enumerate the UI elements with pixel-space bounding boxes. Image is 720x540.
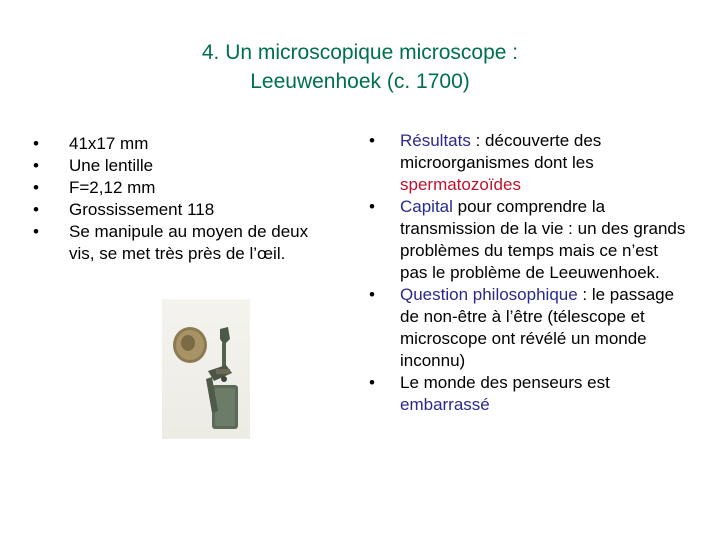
results-text <box>400 130 687 196</box>
list-item <box>26 199 336 221</box>
results-body: : découverte des microorganismes dont les <box>400 131 602 172</box>
bullet-icon: • <box>369 373 375 392</box>
thinkers-body: Le monde des penseurs est <box>400 373 610 392</box>
bullet-icon: • <box>369 197 375 216</box>
bullet-icon: • <box>33 134 39 153</box>
question-text <box>400 284 687 372</box>
spec-usage: Se manipule au moyen de deux vis, se met très près de l’œil. <box>69 222 309 263</box>
spec-magnification: Grossissement 118 <box>69 200 215 219</box>
list-item <box>357 196 687 284</box>
bullet-icon: • <box>33 156 39 175</box>
results-keyword: Résultats <box>400 131 471 150</box>
microscope-icon <box>162 299 250 439</box>
capital-text <box>400 196 687 284</box>
slide-title-line-2: Leeuwenhoek (c. 1700) <box>250 70 470 93</box>
capital-keyword: Capital <box>400 197 453 216</box>
list-item <box>357 284 687 372</box>
bullet-icon: • <box>33 178 39 197</box>
list-item <box>26 221 336 265</box>
results-highlight: spermatozoïdes <box>400 175 521 194</box>
capital-body: pour comprendre la transmission de la vie : un des grands problèmes du temps mais ce n’est pas le problème de Leeuwenhoek. <box>400 197 686 282</box>
bullet-icon: • <box>369 285 375 304</box>
specs-list <box>26 133 336 265</box>
results-list <box>357 130 687 416</box>
list-item <box>357 372 687 416</box>
bullet-icon: • <box>33 222 39 241</box>
microscope-photo <box>162 299 250 439</box>
slide-title <box>0 38 720 96</box>
list-item <box>26 155 336 177</box>
bullet-icon: • <box>369 131 375 150</box>
question-keyword: Question philosophique <box>400 285 578 304</box>
question-body: : le passage de non-être à l’être (télescope et microscope ont révélé un monde inconnu) <box>400 285 675 370</box>
thinkers-text <box>400 372 687 416</box>
list-item <box>26 133 336 155</box>
slide-title-line-1: 4. Un microscopique microscope : <box>201 41 519 64</box>
bullet-icon: • <box>33 200 39 219</box>
spec-size: 41x17 mm <box>69 134 149 153</box>
spec-focal: F=2,12 mm <box>69 178 156 197</box>
list-item <box>26 177 336 199</box>
thinkers-keyword: embarrassé <box>400 395 490 414</box>
list-item <box>357 130 687 196</box>
spec-lens: Une lentille <box>69 156 154 175</box>
